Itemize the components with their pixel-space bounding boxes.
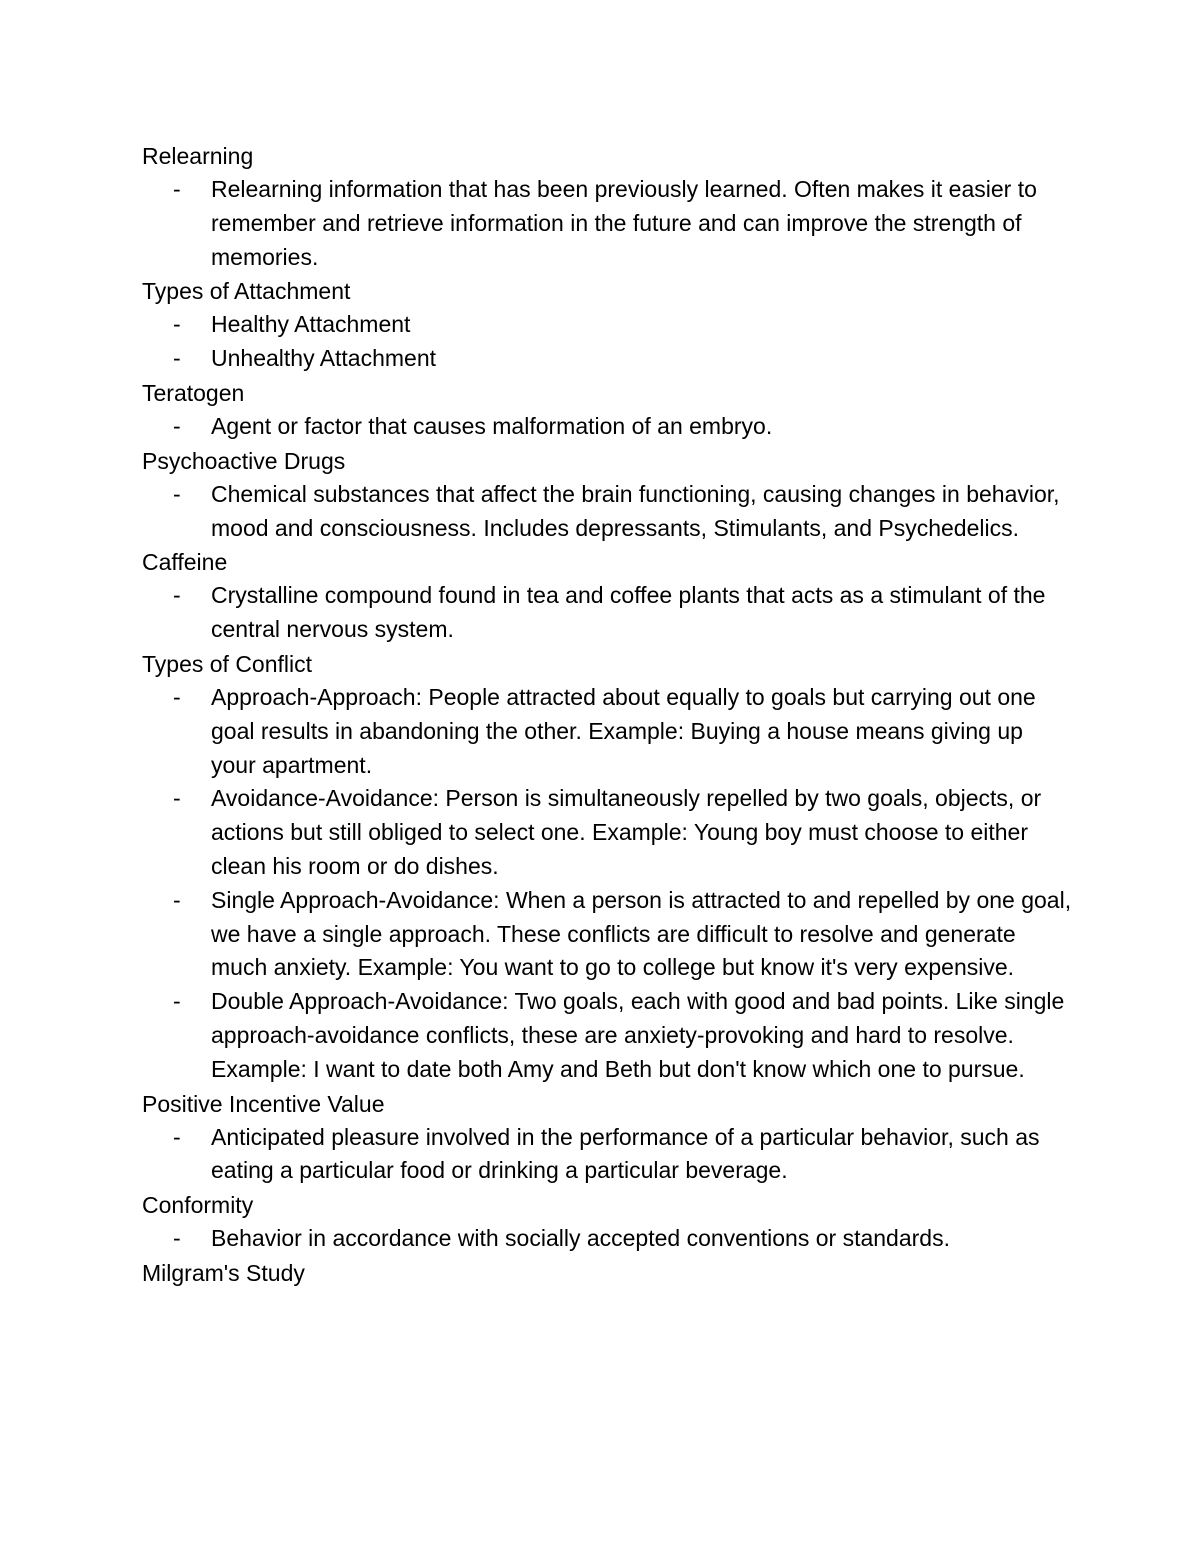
term-heading: Conformity (142, 1192, 254, 1219)
definition-list (142, 173, 1072, 274)
definition-text: Unhealthy Attachment (211, 345, 437, 372)
bullet-dash: - (173, 1225, 181, 1252)
term-heading: Positive Incentive Value (142, 1090, 385, 1117)
definition-item (142, 173, 1072, 274)
definition-text: Approach-Approach: People attracted about equally to goals but carrying out one goal results in abandoning the other. Example: Buying a house means giving up your apartment. (211, 683, 1036, 778)
definition-item (142, 579, 1072, 647)
term-heading: Psychoactive Drugs (142, 447, 346, 474)
definition-text: Single Approach-Avoidance: When a person is attracted to and repelled by one goal, we have a single approach. These conflicts are difficult to resolve and generate much anxiety. Example: You want to go to college but know it's very expensive. (211, 886, 1072, 981)
bullet-dash: - (173, 345, 181, 372)
definition-item (142, 478, 1072, 546)
bullet-dash: - (173, 480, 181, 507)
definition-list (142, 478, 1072, 546)
bullet-dash: - (173, 886, 181, 913)
term-heading: Caffeine (142, 549, 228, 576)
definition-item (142, 308, 1072, 342)
definition-text: Crystalline compound found in tea and coffee plants that acts as a stimulant of the central nervous system. (211, 582, 1046, 643)
bullet-dash: - (173, 582, 181, 609)
definition-text: Double Approach-Avoidance: Two goals, each with good and bad points. Like single approach-avoidance conflicts, these are anxiety-provoking and hard to resolve. Example: I want to date both Amy and Beth but don't know which one to pursue. (211, 988, 1065, 1082)
definition-item (142, 1222, 1072, 1256)
definition-item (142, 1121, 1072, 1189)
document-page (142, 139, 1072, 1290)
term-heading: Relearning (142, 143, 254, 169)
bullet-dash: - (173, 311, 181, 338)
definition-text: Anticipated pleasure involved in the performance of a particular behavior, such as eating a particular food or drinking a particular beverage. (211, 1123, 1040, 1184)
definition-list (142, 579, 1072, 647)
definition-item (142, 884, 1072, 985)
definition-item (142, 342, 1072, 376)
term-heading: Types of Attachment (142, 278, 351, 305)
definition-list (142, 1222, 1072, 1256)
definition-text: Healthy Attachment (211, 311, 411, 338)
definition-list (142, 308, 1072, 376)
definition-text: Behavior in accordance with socially accepted conventions or standards. (211, 1225, 950, 1252)
definition-list (142, 1121, 1072, 1189)
term-heading: Teratogen (142, 379, 245, 406)
definition-list (142, 410, 1072, 444)
definition-item (142, 410, 1072, 444)
definition-item (142, 681, 1072, 782)
definition-text: Relearning information that has been previously learned. Often makes it easier to remember and retrieve information in the future and can improve the strength of memories. (211, 176, 1037, 270)
definition-item (142, 782, 1072, 883)
bullet-dash: - (173, 1123, 181, 1150)
bullet-dash: - (173, 785, 181, 812)
bullet-dash: - (173, 412, 181, 439)
term-heading: Milgram's Study (142, 1259, 305, 1286)
definition-list (142, 681, 1072, 1087)
definition-text: Chemical substances that affect the brain functioning, causing changes in behavior, mood and consciousness. Includes depressants, Stimulants, and Psychedelics. (211, 480, 1060, 541)
bullet-dash: - (173, 683, 181, 710)
bullet-dash: - (173, 988, 181, 1015)
definition-text: Avoidance-Avoidance: Person is simultaneously repelled by two goals, objects, or actions but still obliged to select one. Example: Young boy must choose to either clean his room or do dishes. (211, 785, 1042, 879)
definition-text: Agent or factor that causes malformation of an embryo. (211, 412, 773, 439)
notes-body (142, 139, 1072, 1290)
term-heading: Types of Conflict (142, 650, 313, 677)
definition-item (142, 985, 1072, 1086)
bullet-dash: - (173, 176, 181, 202)
